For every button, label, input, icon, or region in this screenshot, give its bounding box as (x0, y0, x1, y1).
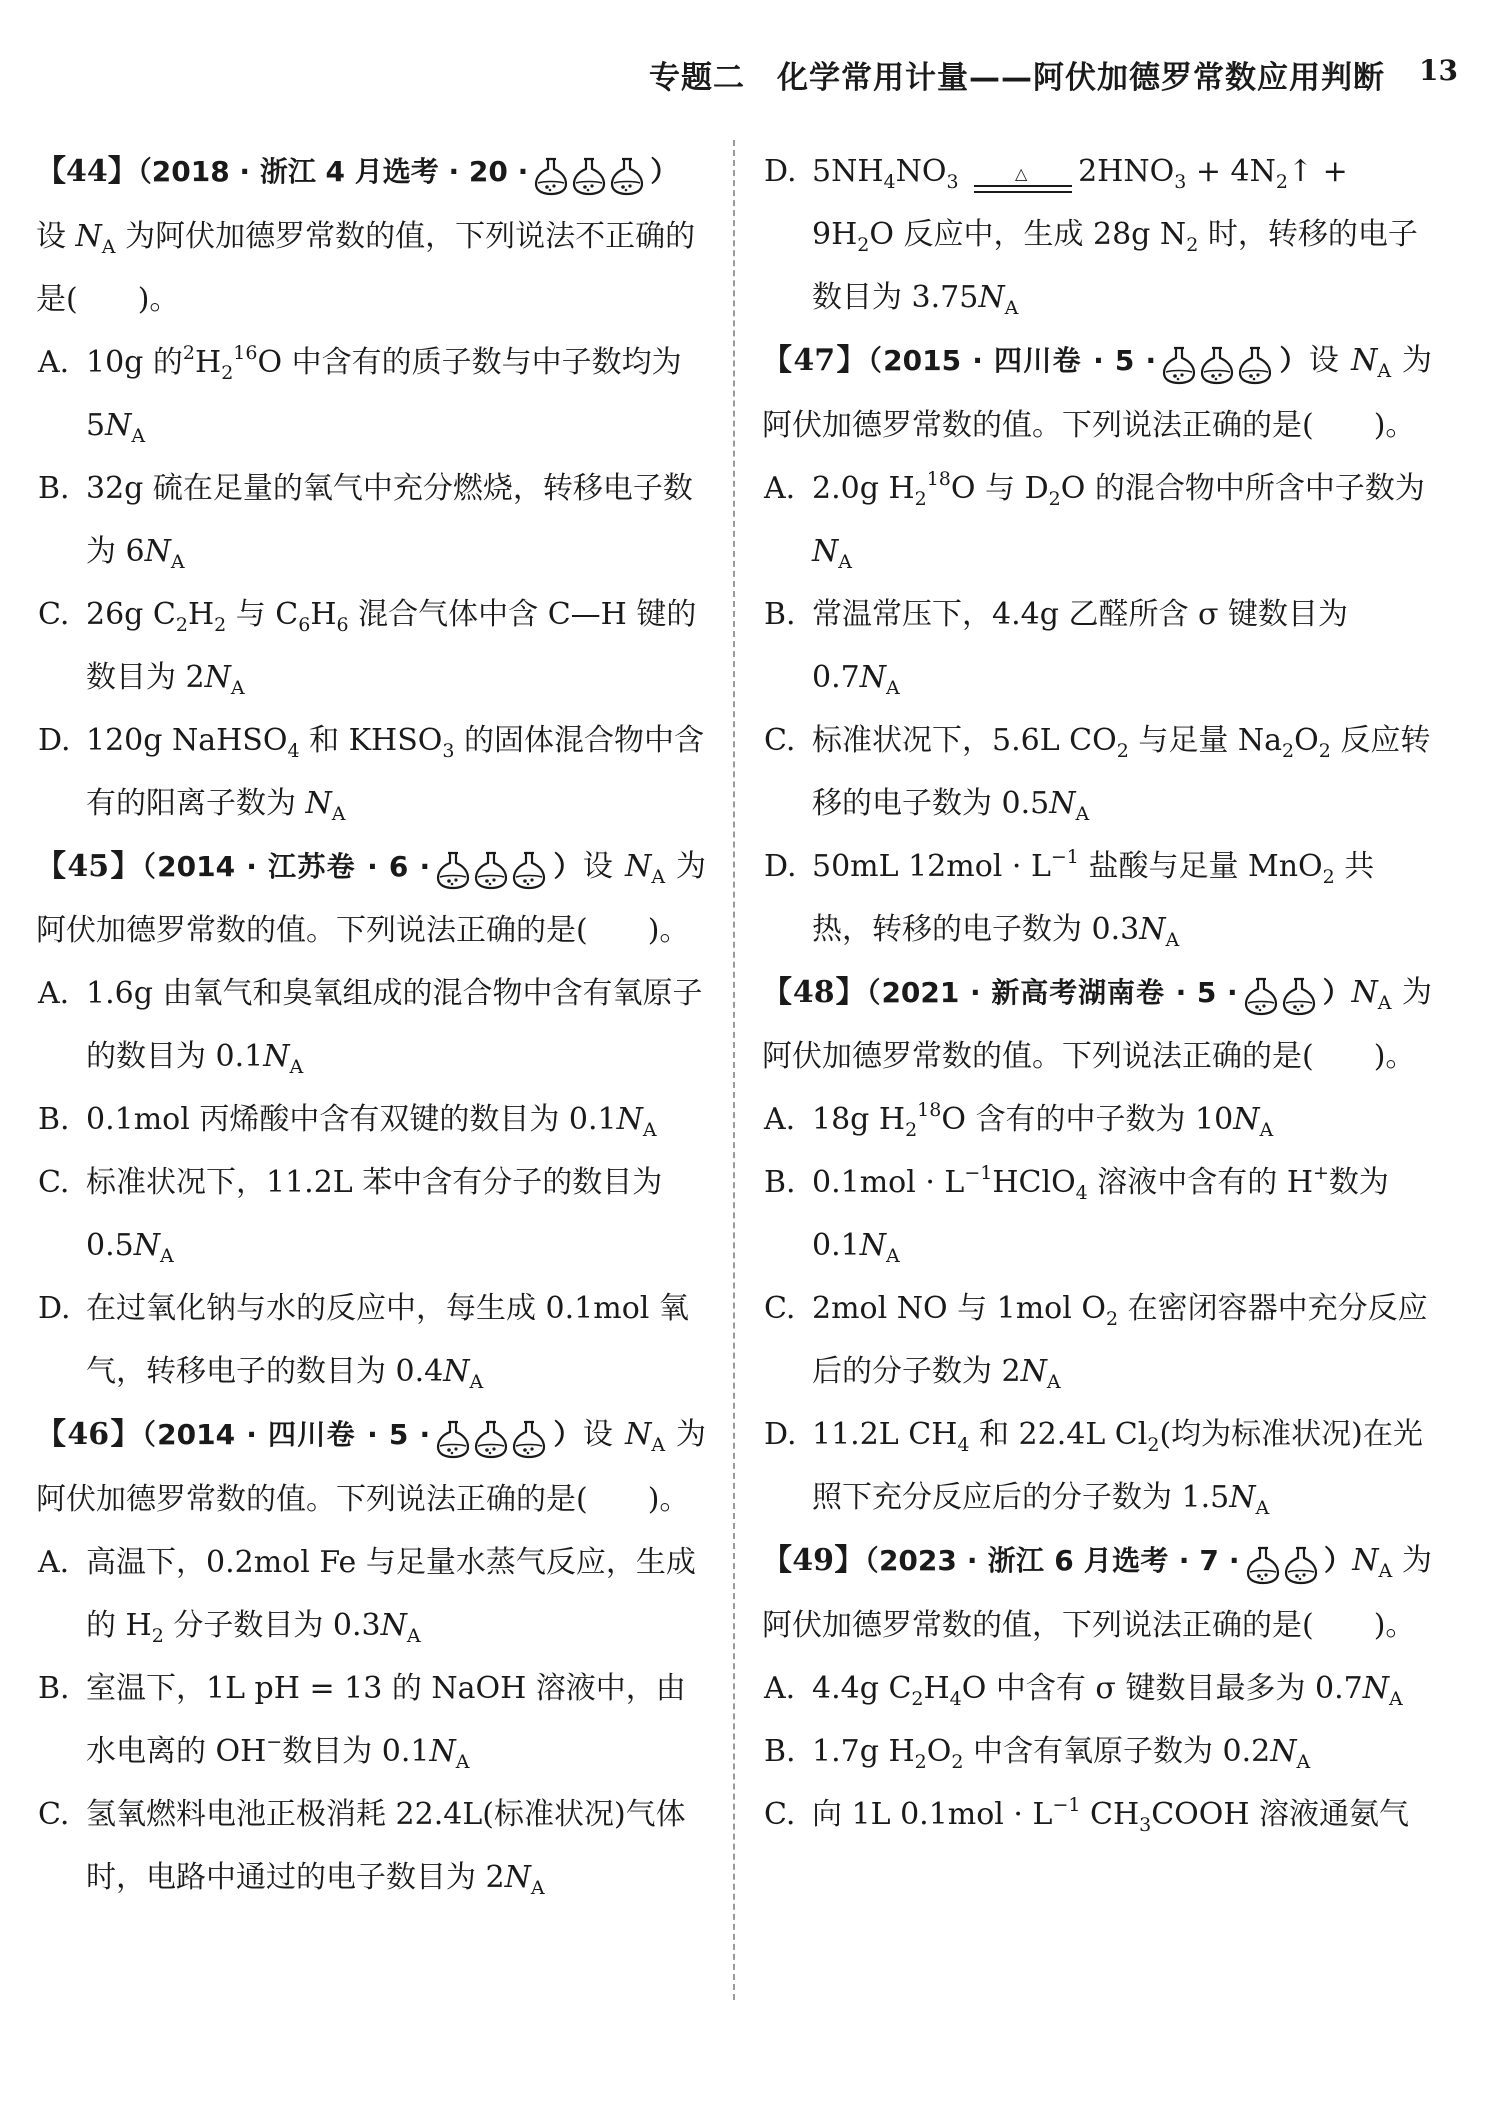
difficulty-rating (532, 142, 646, 205)
question-source: （2014 · 四川卷 · 5 · (141, 1418, 431, 1451)
page-title: 专题二 化学常用计量——阿伏加德罗常数应用判断 (649, 60, 1385, 96)
question-number: 【45】 (36, 848, 142, 884)
question-number: 【46】 (36, 1417, 142, 1452)
question-source-close: ） (1323, 1544, 1353, 1577)
question-47 (762, 329, 1432, 961)
option-a: A. 1.6g 由氧气和臭氧组成的混合物中含有氧原子的数目为 $0.1N_A$ (38, 976, 703, 1078)
option-a: A. 18g $H_2^{18}O$ 含有的中子数为 $10N_A$ (764, 1099, 1274, 1141)
question-header: 【46】（2014 · 四川卷 · 5 · ）设 $N_A$ 为阿伏加德罗常数的值。下列说法正确的是( )。 (36, 1403, 706, 1531)
flask-icon (472, 1418, 510, 1458)
question-header (36, 140, 706, 205)
question-source-close: ） (552, 849, 583, 883)
column-divider (733, 140, 735, 2000)
question-number: 【49】 (762, 1543, 865, 1578)
question-49 (762, 1529, 1432, 1846)
flask-icon (434, 849, 472, 889)
difficulty-rating (1160, 331, 1274, 394)
question-44 (36, 140, 706, 835)
question-source: （2018 · 浙江 4 月选考 · 20 · (137, 155, 529, 188)
question-45 (36, 835, 706, 1404)
question-header: 【48】（2021 · 新高考湖南卷 · $5 \cdot )N_A$ 为阿伏加德罗常数的值。下列说法正确的是( )。 (762, 961, 1432, 1089)
flask-icon (434, 1418, 472, 1458)
question-source: （2015 · 四川卷 · 5 · (867, 344, 1157, 377)
option-d: D. 120g NaHSO$_4$ 和 $KHSO_3$ 的固体混合物中含有的阳离子数为 $N_A$ (38, 722, 704, 825)
option-a: A. 10g 的$^2H_2^{16}O$ 中含有的质子数与中子数均为 $5N_A$ (38, 341, 682, 447)
heating-equals-sign (968, 158, 1078, 188)
question-source-close: ） (650, 155, 679, 188)
question-source: （2021 · 新高考湖南卷 · 5 · (866, 975, 1238, 1009)
flask-icon (1280, 975, 1318, 1015)
flask-icon (1236, 344, 1274, 384)
option-b: B. 0.1mol 丙烯酸中含有双键的数目为 $0.1N_A$ (38, 1102, 657, 1141)
option-c: C. 标准状况下，11.2L 苯中含有分子的数目为 $0.5N_A$ (38, 1165, 663, 1267)
option-d: D. $5NH_4NO_3$ △ $2HNO_3$ + $4N_2↑ + 9H_2O$ 反应中，生成 28g $N_2$ 时，转移的电子数目为 $3.75N_A$ (764, 154, 1418, 319)
question-source: （2023 · 浙江 6 月选考 · 7 · (864, 1544, 1240, 1577)
question-48 (762, 961, 1432, 1530)
flask-icon (1244, 1544, 1282, 1584)
right-column (762, 140, 1432, 1846)
option-c: C. 标准状况下，5.6L $CO_2$ 与足量 $Na_2O_2$ 反应转移的电子数为 $0.5N_A$ (764, 722, 1431, 825)
question-source-close: ） (1278, 344, 1309, 377)
question-number: 【44】 (36, 154, 138, 189)
flask-icon (1198, 344, 1236, 384)
flask-icon (1160, 344, 1198, 384)
question-number: 【48】 (762, 974, 867, 1010)
question-source-close: ） (552, 1418, 583, 1451)
option-a: A. 4.4g $C_2H_4O$ 中含有 σ 键数目最多为 $0.7N_A$ (764, 1670, 1403, 1710)
svg-text:△: △ (1015, 169, 1028, 183)
difficulty-rating (434, 1405, 548, 1468)
question-stem: 设 $N_A$ 为阿伏加德罗常数的值，下列说法不正确的是( )。 (36, 218, 696, 317)
option-c: C. 26g $C_2H_2$ 与 $C_6H_6$ 混合气体中含 C—H 键的数目为 $2N_A$ (38, 596, 697, 699)
question-source: （2014 · 江苏卷 · 6 · (141, 849, 431, 883)
flask-icon (472, 849, 510, 889)
option-c: C. 向 1L $0.1mol \cdot L^{-1}$ $CH_3COOH$ 溶液通氨气 (764, 1793, 1410, 1836)
page-header (0, 52, 1500, 100)
difficulty-rating (1242, 962, 1318, 1025)
question-number: 【47】 (762, 343, 868, 378)
page-number: 13 (1419, 54, 1458, 87)
option-b: B. 1.7g $H_2O_2$ 中含有氧原子数为 $0.2N_A$ (764, 1733, 1311, 1773)
flask-icon (608, 155, 646, 195)
flask-icon (1282, 1544, 1320, 1584)
option-d: D. 在过氧化钠与水的反应中，每生成 0.1mol 氧气，转移电子的数目为 $0.4N_A$ (38, 1291, 689, 1393)
question-header: 【45】（2014 · 江苏卷 · 6 · ）设 $N_A$ 为阿伏加德罗常数的值。下列说法正确的是( )。 (36, 835, 706, 963)
question-header: 【49】（2023 · 浙江 6 月选考 · $7 \cdot )N_A$ 为阿伏加德罗常数的值，下列说法正确的是( )。 (762, 1529, 1432, 1657)
option-b: B. $0.1mol \cdot L^{-1}HClO_4$ 溶液中含有的 H+数为 $0.1N_A$ (764, 1162, 1389, 1267)
option-a: A. 高温下，0.2mol Fe 与足量水蒸气反应，生成的 $H_2$ 分子数目为 $0.3N_A$ (38, 1544, 696, 1647)
flask-icon (532, 155, 570, 195)
option-d: D. 50mL $12mol \cdot L^{-1}$ 盐酸与足量 MnO$_2$ 共热，转移的电子数为 $0.3N_A$ (764, 845, 1375, 951)
difficulty-rating (1244, 1531, 1320, 1594)
option-c: C. 2mol NO 与 1mol $O_2$ 在密闭容器中充分反应后的分子数为 $2N_A$ (764, 1291, 1428, 1393)
flask-icon (510, 849, 548, 889)
option-d: D. 11.2L $CH_4$ 和 22.4L $Cl_2$(均为标准状况)在光照下充分反应后的分子数为 $1.5N_A$ (764, 1417, 1423, 1519)
option-b: B. 32g 硫在足量的氧气中充分燃烧，转移电子数为 $6N_A$ (38, 470, 693, 573)
option-c: C. 氢氧燃料电池正极消耗 22.4L(标准状况)气体时，电路中通过的电子数目为 $2N_A$ (38, 1796, 686, 1899)
question-source-close: ） (1321, 975, 1352, 1009)
flask-icon (510, 1418, 548, 1458)
option-b: B. 常温常压下，4.4g 乙醛所含 σ 键数目为 $0.7N_A$ (764, 596, 1349, 699)
option-b: B. 室温下，1L pH = 13 的 NaOH 溶液中，由水电离的 OH−数目为 $0.1N_A$ (38, 1670, 686, 1773)
left-column (36, 140, 706, 1909)
question-46 (36, 1403, 706, 1909)
flask-icon (1242, 975, 1280, 1015)
flask-icon (570, 155, 608, 195)
difficulty-rating (434, 836, 548, 899)
question-header: 【47】（2015 · 四川卷 · 5 · ）设 $N_A$ 为阿伏加德罗常数的值。下列说法正确的是( )。 (762, 329, 1432, 457)
option-a: A. 2.0g $H_2^{18}O$ 与 $D_2O$ 的混合物中所含中子数为 $N_A$ (764, 467, 1425, 573)
